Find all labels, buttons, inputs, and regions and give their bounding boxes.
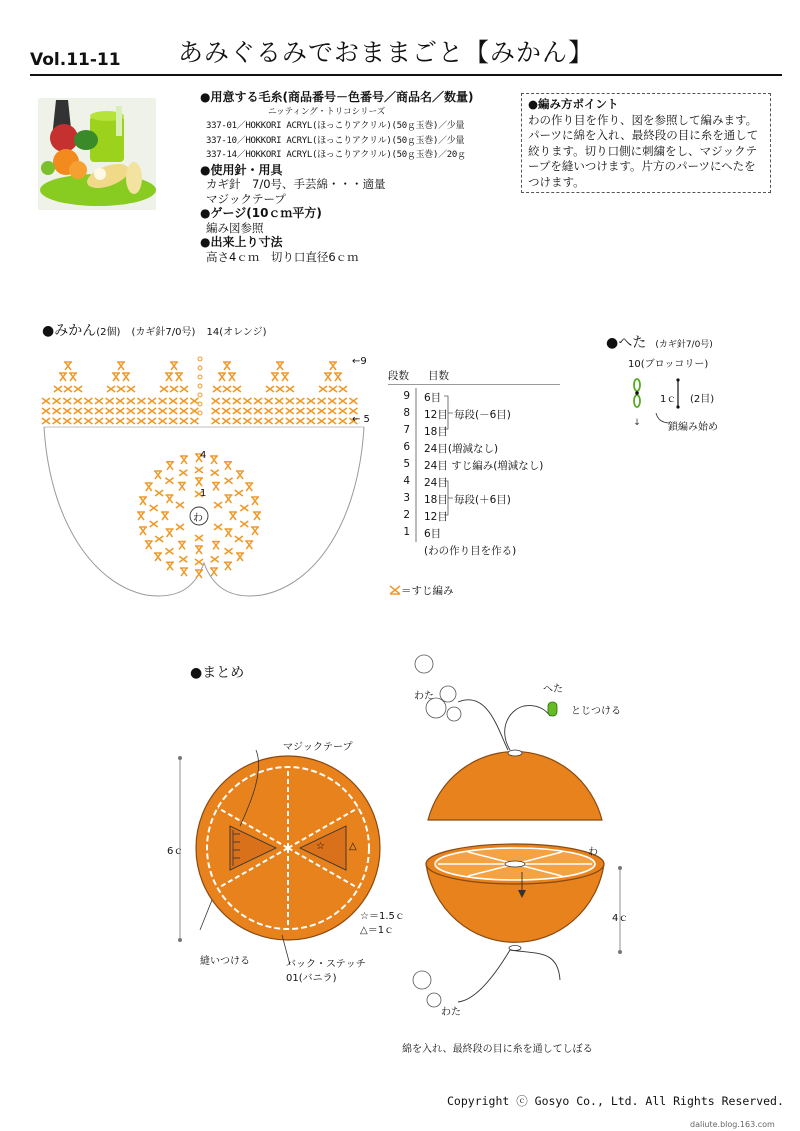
crochet-stitch xyxy=(224,562,232,570)
crochet-stitch xyxy=(54,386,62,392)
crochet-stitch xyxy=(307,398,315,404)
crochet-stitch xyxy=(222,408,230,414)
crochet-stitch xyxy=(212,418,220,424)
crochet-stitch xyxy=(240,521,248,527)
crochet-stitch xyxy=(235,490,243,496)
points-heading: ●編み方ポイント xyxy=(528,97,619,111)
assembly-heading: ●まとめ xyxy=(190,665,245,681)
size-value: 高さ4ｃｍ 切り口直径6ｃｍ xyxy=(206,249,359,264)
crochet-stitch xyxy=(176,524,184,530)
yarn-heading: ●用意する毛糸(商品番号－色番号／商品名／数量) xyxy=(200,90,474,104)
crochet-stitch xyxy=(275,418,283,424)
crochet-stitch xyxy=(334,373,342,381)
crochet-stitch xyxy=(169,418,177,424)
crochet-stitch xyxy=(95,408,103,414)
crochet-stitch xyxy=(254,408,262,414)
mikan-needle: (カギ針7/0号) xyxy=(131,327,196,338)
tools-line: マジックテープ xyxy=(206,191,286,206)
crochet-stitch xyxy=(195,570,203,578)
crochet-stitch xyxy=(286,418,294,424)
crochet-stitch xyxy=(210,568,218,576)
height-label: 4ｃ xyxy=(612,913,629,924)
crochet-stitch xyxy=(117,362,125,370)
crochet-stitch xyxy=(127,386,135,392)
crochet-stitch xyxy=(328,418,336,424)
yarn-line: 337-10／HOKKORI ACRYL(ほっこりアクリル)(50ｇ玉巻)／少量 xyxy=(206,135,465,146)
crochet-stitch xyxy=(137,418,145,424)
col-rows: 段数 xyxy=(388,370,409,382)
heta-count-2: (2目) xyxy=(690,394,715,405)
crochet-stitch xyxy=(349,398,357,404)
crochet-stitch xyxy=(63,418,71,424)
crochet-stitch xyxy=(265,398,273,404)
crochet-stitch xyxy=(59,373,67,381)
yarn-line: 337-01／HOKKORI ACRYL(ほっこりアクリル)(50ｇ玉巻)／少量 xyxy=(206,121,465,131)
table-row: 6 24目(増減なし) xyxy=(403,441,499,455)
table-row: 1 6目 xyxy=(403,526,442,540)
crochet-stitch xyxy=(251,527,259,535)
volume-number: Vol.11-11 xyxy=(30,50,121,70)
yarn-series: ニッティング・トリコシリーズ xyxy=(268,106,386,117)
crochet-stitch xyxy=(213,386,221,392)
crochet-stitch xyxy=(148,418,156,424)
crochet-stitch xyxy=(74,408,82,414)
crochet-stitch xyxy=(137,398,145,404)
heta-heading: ●へた xyxy=(606,335,647,351)
crochet-stitch xyxy=(212,408,220,414)
heta-needle: (カギ針7/0号) xyxy=(655,340,713,350)
mikan-heading-row xyxy=(42,320,267,340)
ring-label: わ xyxy=(193,513,203,524)
crochet-stitch xyxy=(328,408,336,414)
crochet-stitch xyxy=(180,418,188,424)
crochet-stitch xyxy=(166,529,174,537)
crochet-stitch xyxy=(195,467,203,473)
crochet-stitch xyxy=(210,456,218,464)
crochet-stitch xyxy=(243,408,251,414)
crochet-stitch xyxy=(225,478,233,484)
crochet-stitch xyxy=(95,398,103,404)
crochet-stitch xyxy=(145,483,153,491)
crochet-stitch xyxy=(170,362,178,370)
row5-arrow: ← 5 xyxy=(352,414,370,425)
crochet-stitch xyxy=(233,398,241,404)
crochet-stitch xyxy=(69,373,77,381)
crochet-stitch xyxy=(63,408,71,414)
crochet-stitch xyxy=(180,386,188,392)
brace-increase: 毎段(＋6目) xyxy=(454,494,511,506)
backstitch-label: バック・ステッチ xyxy=(286,959,366,970)
crochet-stitch xyxy=(339,398,347,404)
assembly-note: 綿を入れ、最終段の目に糸を通してしぼる xyxy=(402,1044,593,1055)
chain-stitch xyxy=(198,357,202,361)
header-rule xyxy=(30,74,782,76)
crochet-stitch xyxy=(195,535,203,541)
crochet-stitch xyxy=(150,521,158,527)
crochet-stitch xyxy=(318,408,326,414)
crochet-stitch xyxy=(175,373,183,381)
crochet-stitch xyxy=(165,548,173,554)
crochet-stitch xyxy=(178,541,186,549)
crochet-stitch xyxy=(225,548,233,554)
gauge-heading: ●ゲージ(10ｃｍ平方) xyxy=(200,206,322,220)
crochet-stitch xyxy=(155,536,163,542)
crochet-stitch xyxy=(166,495,174,503)
crochet-stitch xyxy=(243,398,251,404)
points-line: 絞ります。切り口側に刺繍をし、マジックテ xyxy=(528,143,758,158)
crochet-stitch xyxy=(179,470,187,476)
crochet-stitch xyxy=(139,527,147,535)
crochet-stitch xyxy=(42,418,50,424)
crochet-stitch xyxy=(211,470,219,476)
product-photo xyxy=(38,98,156,210)
crochet-stitch xyxy=(176,502,184,508)
crochet-stitch xyxy=(307,418,315,424)
crochet-stitch xyxy=(150,505,158,511)
crochet-stitch xyxy=(127,408,135,414)
crochet-stitch xyxy=(154,471,162,479)
crochet-stitch xyxy=(254,418,262,424)
crochet-stitch xyxy=(190,418,198,424)
crochet-stitch xyxy=(180,568,188,576)
crochet-stitch xyxy=(154,553,162,561)
heta-label: へた xyxy=(543,684,563,695)
crochet-stitch xyxy=(211,556,219,562)
crochet-stitch xyxy=(53,418,61,424)
crochet-stitch xyxy=(329,386,337,392)
crochet-stitch xyxy=(145,541,153,549)
tools-heading: ●使用針・用具 xyxy=(200,162,283,177)
points-line: ープを縫いつけます。片方のパーツにへたを xyxy=(528,159,756,173)
yarn-line: 337-14／HOKKORI ACRYL(ほっこりアクリル)(50ｇ玉巻)／20ｇ xyxy=(206,150,466,160)
crochet-stitch xyxy=(319,386,327,392)
crochet-stitch xyxy=(281,373,289,381)
crochet-stitch xyxy=(155,490,163,496)
crochet-stitch xyxy=(233,386,241,392)
crochet-stitch xyxy=(240,505,248,511)
ring-note: (わの作り目を作る) xyxy=(424,545,517,557)
crochet-stitch xyxy=(339,386,347,392)
crochet-stitch xyxy=(318,398,326,404)
crochet-stitch xyxy=(233,408,241,414)
chain-stitch xyxy=(198,384,202,388)
crochet-stitch xyxy=(166,562,174,570)
crochet-stitch xyxy=(223,386,231,392)
heta-count-1c: 1ｃ xyxy=(660,394,677,405)
crochet-stitch xyxy=(159,418,167,424)
sew-label: 縫いつける xyxy=(200,956,250,967)
crochet-stitch xyxy=(95,418,103,424)
star-mark: ☆ xyxy=(316,841,325,852)
crochet-stitch xyxy=(222,398,230,404)
crochet-stitch xyxy=(112,373,120,381)
crochet-stitch xyxy=(229,512,237,520)
crochet-stitch xyxy=(106,398,114,404)
gauge-value: 編み図参照 xyxy=(206,220,264,235)
crochet-stitch xyxy=(324,373,332,381)
crochet-stitch xyxy=(243,418,251,424)
crochet-stitch xyxy=(74,386,82,392)
materials-block xyxy=(200,90,520,264)
crochet-stitch xyxy=(117,386,125,392)
crochet-stitch xyxy=(236,553,244,561)
row9-arrow: ←9 xyxy=(352,356,367,367)
crochet-stitch xyxy=(178,483,186,491)
tools-line: カギ針 7/0号、手芸綿・・・適量 xyxy=(206,177,386,191)
crochet-stitch xyxy=(160,386,168,392)
table-row: 3 18目 xyxy=(403,492,448,506)
ring-label-assembly: わ xyxy=(588,847,598,858)
crochet-stitch xyxy=(180,398,188,404)
crochet-stitch xyxy=(339,408,347,414)
triangle-legend: △＝1ｃ xyxy=(360,925,395,936)
crochet-stitch xyxy=(166,462,174,470)
crochet-stitch xyxy=(271,373,279,381)
table-row: 7 18目 xyxy=(403,424,448,438)
crochet-stitch xyxy=(116,408,124,414)
mikan-crochet-chart xyxy=(36,345,376,605)
triangle-mark: △ xyxy=(349,841,357,852)
crochet-stitch xyxy=(116,418,124,424)
crochet-stitch xyxy=(318,418,326,424)
chain-stitch xyxy=(198,411,202,415)
mikan-count: (2個) xyxy=(96,327,121,338)
crochet-stitch xyxy=(254,398,262,404)
crochet-stitch xyxy=(236,471,244,479)
crochet-stitch xyxy=(63,398,71,404)
table-row: 5 24目 すじ編み(増減なし) xyxy=(403,458,544,472)
round1-label: 1 xyxy=(200,488,207,499)
chain-stitch xyxy=(198,366,202,370)
crochet-stitch xyxy=(218,373,226,381)
heta-start-label: 鎖編み始め xyxy=(668,422,718,433)
crochet-stitch xyxy=(159,398,167,404)
crochet-stitch xyxy=(286,398,294,404)
round4-label: 4 xyxy=(200,450,207,461)
heta-color: 10(ブロッコリー) xyxy=(628,359,709,370)
mikan-heading: ●みかん xyxy=(42,323,97,339)
crochet-stitch xyxy=(169,398,177,404)
crochet-stitch xyxy=(233,418,241,424)
back-loop-symbol-icon xyxy=(389,584,401,595)
crochet-stitch xyxy=(74,398,82,404)
crochet-stitch xyxy=(159,408,167,414)
legend-back-loop: ＝すじ編み xyxy=(389,583,454,598)
points-line: わの作り目を作り、図を参照して編みます。 xyxy=(528,112,758,127)
crochet-stitch xyxy=(53,398,61,404)
col-stitches: 目数 xyxy=(428,370,449,382)
crochet-stitch xyxy=(106,418,114,424)
size-heading: ●出来上り寸法 xyxy=(200,235,283,249)
points-line: パーツに綿を入れ、最終段の目に糸を通して xyxy=(528,128,759,142)
crochet-stitch xyxy=(84,418,92,424)
crochet-stitch xyxy=(214,524,222,530)
chain-stitch xyxy=(198,402,202,406)
crochet-stitch xyxy=(170,386,178,392)
crochet-stitch xyxy=(53,408,61,414)
crochet-stitch xyxy=(245,483,253,491)
crochet-stitch xyxy=(265,408,273,414)
crochet-stitch xyxy=(265,418,273,424)
crochet-stitch xyxy=(296,408,304,414)
watermark: daliute.blog.163.com xyxy=(690,1120,775,1129)
crochet-stitch xyxy=(276,386,284,392)
crochet-stitch xyxy=(296,398,304,404)
crochet-stitch xyxy=(42,408,50,414)
crochet-stitch xyxy=(127,418,135,424)
crochet-stitch xyxy=(165,478,173,484)
crochet-stitch xyxy=(169,408,177,414)
crochet-stitch xyxy=(106,408,114,414)
star-legend: ☆＝1.5ｃ xyxy=(360,911,405,922)
crochet-stitch xyxy=(137,512,145,520)
crochet-stitch xyxy=(245,541,253,549)
crochet-stitch xyxy=(329,362,337,370)
crochet-stitch xyxy=(296,418,304,424)
crochet-stitch xyxy=(195,546,203,554)
crochet-stitch xyxy=(212,483,220,491)
knitting-points-box xyxy=(521,93,771,193)
crochet-stitch xyxy=(190,398,198,404)
crochet-stitch xyxy=(107,386,115,392)
crochet-stitch xyxy=(180,456,188,464)
crochet-stitch xyxy=(235,536,243,542)
diameter-label: 6ｃ xyxy=(167,846,184,857)
crochet-stitch xyxy=(339,418,347,424)
crochet-stitch xyxy=(251,497,259,505)
crochet-stitch xyxy=(224,495,232,503)
crochet-stitch xyxy=(195,478,203,486)
crochet-stitch xyxy=(286,408,294,414)
crochet-stitch xyxy=(84,398,92,404)
crochet-stitch xyxy=(275,408,283,414)
crochet-stitch xyxy=(222,418,230,424)
crochet-stitch xyxy=(42,398,50,404)
crochet-stitch xyxy=(275,398,283,404)
crochet-stitch xyxy=(148,398,156,404)
crochet-stitch xyxy=(180,408,188,414)
crochet-stitch xyxy=(64,362,72,370)
crochet-stitch xyxy=(328,398,336,404)
mikan-color: 14(オレンジ) xyxy=(206,327,267,338)
crochet-stitch xyxy=(165,373,173,381)
backstitch-color: 01(バニラ) xyxy=(286,973,337,984)
brace-decrease: 毎段(－6目) xyxy=(454,409,511,421)
chain-stitch xyxy=(198,375,202,379)
page-title: あみぐるみでおままごと【みかん】 xyxy=(178,38,595,67)
crochet-stitch xyxy=(64,386,72,392)
crochet-stitch xyxy=(195,559,203,565)
heta-heading-row xyxy=(606,332,713,352)
copyright: Copyright ⓒ Gosyo Co., Ltd. All Rights Reserved. xyxy=(447,1094,784,1108)
crochet-stitch xyxy=(223,362,231,370)
crochet-stitch xyxy=(276,362,284,370)
crochet-stitch xyxy=(253,512,261,520)
crochet-stitch xyxy=(212,398,220,404)
crochet-stitch xyxy=(116,398,124,404)
crochet-stitch xyxy=(137,408,145,414)
crochet-stitch xyxy=(161,512,169,520)
cotton-label-top: わた xyxy=(414,691,434,702)
crochet-stitch xyxy=(190,408,198,414)
table-row: 4 24目 xyxy=(403,475,448,489)
magic-tape-label: マジックテープ xyxy=(283,742,353,753)
chain-stitch xyxy=(198,393,202,397)
crochet-stitch xyxy=(286,386,294,392)
svg-text:↓: ↓ xyxy=(633,418,641,428)
crochet-stitch xyxy=(127,398,135,404)
table-rules xyxy=(388,368,588,568)
crochet-stitch xyxy=(266,386,274,392)
crochet-stitch xyxy=(148,408,156,414)
table-row: 8 12目 xyxy=(403,407,448,421)
crochet-stitch xyxy=(224,462,232,470)
table-row: 9 6目 xyxy=(403,390,442,404)
crochet-stitch xyxy=(224,529,232,537)
crochet-stitch xyxy=(139,497,147,505)
attach-label: とじつける xyxy=(571,706,621,717)
crochet-stitch xyxy=(74,418,82,424)
table-row: 2 12目 xyxy=(403,509,448,523)
crochet-stitch xyxy=(214,502,222,508)
crochet-stitch xyxy=(307,408,315,414)
crochet-stitch xyxy=(179,556,187,562)
cotton-label-bottom: わた xyxy=(441,1007,461,1018)
crochet-stitch xyxy=(122,373,130,381)
points-line: つけます。 xyxy=(528,174,585,189)
crochet-stitch xyxy=(228,373,236,381)
crochet-stitch xyxy=(212,541,220,549)
crochet-stitch xyxy=(84,408,92,414)
